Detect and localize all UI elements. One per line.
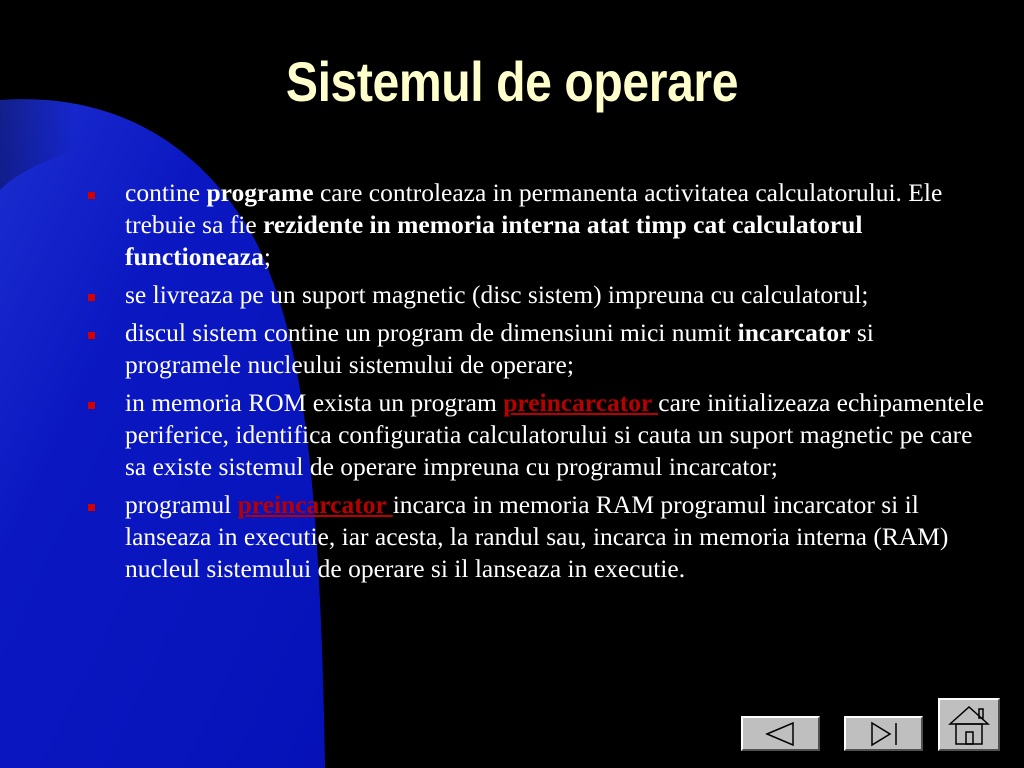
bullet-item	[85, 177, 995, 273]
hyperlink[interactable]: preincarcator	[237, 490, 393, 519]
bullet-text: se livreaza pe un suport magnetic (disc sistem) impreuna cu calculatorul;	[125, 280, 869, 309]
last-slide-button[interactable]	[844, 716, 923, 751]
bullet-item	[85, 317, 995, 381]
bullet-marker-icon	[88, 402, 95, 409]
bullet-text: in memoria ROM exista un program	[125, 388, 504, 417]
bold-text: programe	[206, 178, 314, 207]
bullet-marker-icon	[88, 332, 95, 339]
home-button[interactable]	[938, 698, 1000, 751]
bold-text: rezidente in memoria interna atat timp cat calculatorul functioneaza	[125, 210, 863, 271]
bullet-item	[85, 489, 995, 585]
bullet-item	[85, 387, 995, 483]
previous-icon	[743, 718, 818, 749]
bullet-item	[85, 279, 995, 311]
bullet-text: si programele nucleului sistemului de operare;	[125, 318, 874, 379]
bullet-list	[85, 177, 995, 591]
previous-slide-button[interactable]	[741, 716, 820, 751]
bullet-text: ;	[263, 242, 271, 271]
bullet-marker-icon	[88, 294, 95, 301]
bullet-text: discul sistem contine un program de dimensiuni mici numit	[125, 318, 738, 347]
bullet-text: care initializeaza echipamentele periferice, identifica configuratia calculatorului si cauta un suport magnetic pe care sa existe sistemul de operare impreuna cu programul incarcator;	[125, 388, 984, 481]
bullet-marker-icon	[88, 504, 95, 511]
bullet-text: care controleaza in permanenta activitatea calculatorului. Ele trebuie sa fie	[125, 178, 943, 239]
bold-text: incarcator	[737, 318, 851, 347]
end-icon	[846, 718, 921, 749]
page-title: Sistemul de operare	[285, 50, 739, 113]
home-icon	[940, 700, 998, 749]
bullet-marker-icon	[88, 192, 95, 199]
bullet-text: programul	[125, 490, 238, 519]
bullet-text: incarca in memoria RAM programul incarcator si il lanseaza in executie, iar acesta, la randul sau, incarca in memoria interna (RAM) nucleul sistemului de operare si il lanseaza in executie.	[125, 490, 949, 583]
hyperlink[interactable]: preincarcator	[503, 388, 659, 417]
bullet-text: contine	[125, 178, 207, 207]
